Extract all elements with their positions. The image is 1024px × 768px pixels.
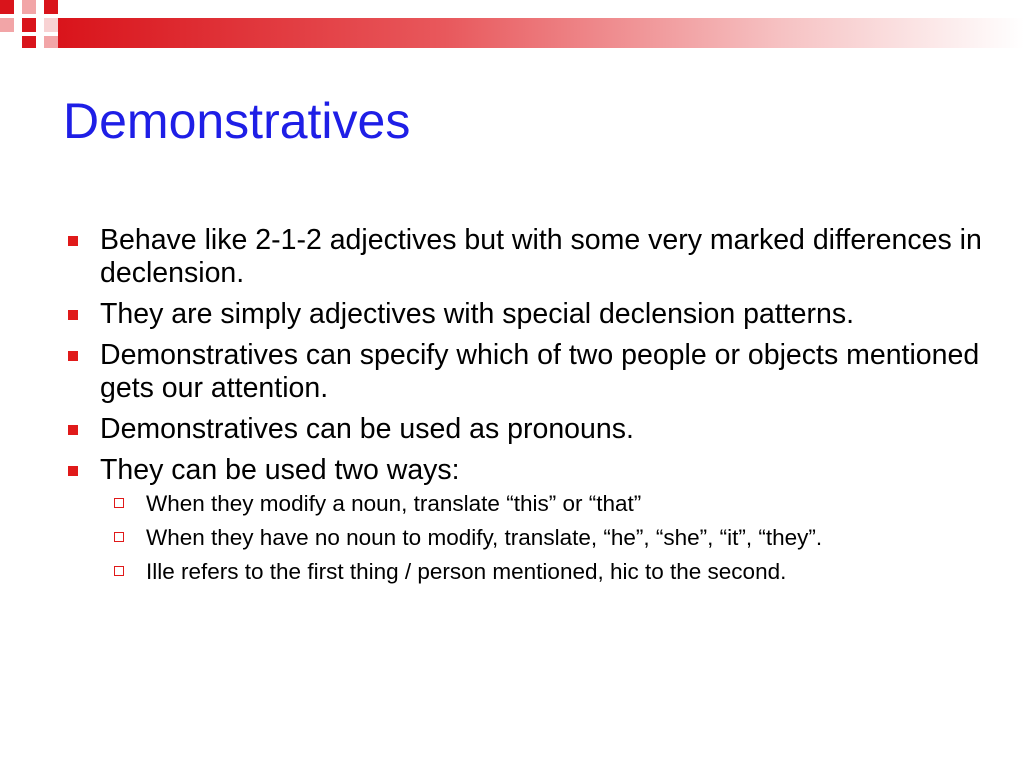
hollow-square-bullet-icon — [114, 532, 124, 542]
decor-square — [44, 18, 58, 32]
square-bullet-icon — [68, 236, 78, 246]
sub-bullet-item — [112, 559, 986, 585]
decor-square — [0, 18, 14, 32]
decor-square — [22, 18, 36, 32]
decor-square — [44, 0, 58, 14]
sub-bullet-text: Ille refers to the first thing / person mentioned, hic to the second. — [146, 559, 787, 584]
bullet-text: They are simply adjectives with special declension patterns. — [100, 298, 855, 330]
square-bullet-icon — [68, 351, 78, 361]
bullet-text: Behave like 2-1-2 adjectives but with some very marked differences in declension. — [100, 224, 982, 289]
slide-title: Demonstratives — [63, 93, 411, 149]
decor-square — [44, 36, 58, 48]
hollow-square-bullet-icon — [114, 566, 124, 576]
bullet-list — [66, 224, 986, 593]
bullet-item — [66, 224, 986, 290]
bullet-text: Demonstratives can specify which of two people or objects mentioned gets our attention. — [100, 339, 980, 404]
bullet-text: They can be used two ways: — [100, 454, 460, 486]
bullet-text: Demonstratives can be used as pronouns. — [100, 413, 634, 445]
sub-bullet-item — [112, 491, 986, 517]
sub-bullet-text: When they have no noun to modify, translate, “he”, “she”, “it”, “they”. — [146, 525, 823, 550]
decor-square — [0, 0, 14, 14]
bullet-item — [66, 298, 986, 331]
sub-bullet-item — [112, 525, 986, 551]
sub-bullet-list — [112, 491, 986, 585]
hollow-square-bullet-icon — [114, 498, 124, 508]
header-decoration — [0, 0, 1024, 48]
square-bullet-icon — [68, 425, 78, 435]
bullet-item — [66, 339, 986, 405]
square-bullet-icon — [68, 466, 78, 476]
square-bullet-icon — [68, 310, 78, 320]
decor-square — [22, 0, 36, 14]
decor-square — [22, 36, 36, 48]
bullet-item — [66, 454, 986, 585]
sub-bullet-text: When they modify a noun, translate “this” or “that” — [146, 491, 642, 516]
bullet-item — [66, 413, 986, 446]
header-gradient-band — [58, 18, 1024, 48]
